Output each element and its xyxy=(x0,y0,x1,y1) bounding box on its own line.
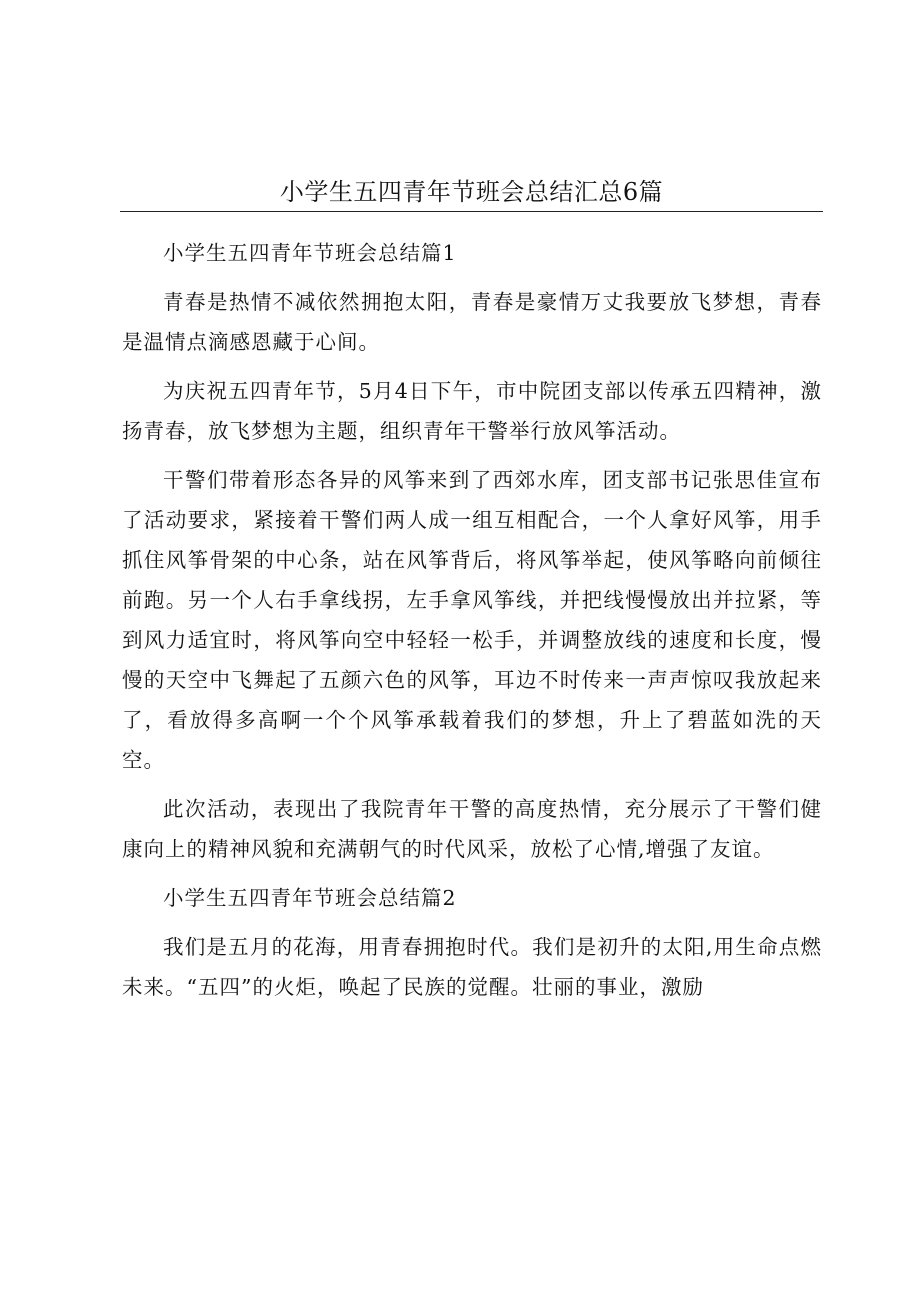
section-heading: 小学生五四青年节班会总结篇1 xyxy=(163,241,457,265)
paragraph: 为庆祝五四青年节，5月4日下午，市中院团支部以传承五四精神，激扬青春，放飞梦想为主题，组织青年干警举行放风筝活动。 xyxy=(122,379,822,443)
section-heading: 小学生五四青年节班会总结篇2 xyxy=(163,886,457,910)
paragraph: 青春是热情不减依然拥抱太阳，青春是豪情万丈我要放飞梦想，青春是温情点滴感恩藏于心间。 xyxy=(122,290,822,354)
paragraph: 此次活动，表现出了我院青年干警的高度热情，充分展示了干警们健康向上的精神风貌和充满朝气的时代风采，放松了心情,增强了友谊。 xyxy=(122,797,822,861)
paragraph: 干警们带着形态各异的风筝来到了西郊水库，团支部书记张思佳宣布了活动要求，紧接着干警们两人成一组互相配合，一个人拿好风筝，用手抓住风筝骨架的中心条，站在风筝背后，将风筝举起，使风筝略向前倾往前跑。另一个人右手拿线拐，左手拿风筝线，并把线慢慢放出并拉紧，等到风力适宜时，将风筝向空中轻轻一松手，并调整放线的速度和长度，慢慢的天空中飞舞起了五颜六色的风筝，耳边不时传来一声声惊叹我放起来了，看放得多高啊一个个风筝承载着我们的梦想，升上了碧蓝如洗的天空。 xyxy=(122,468,822,772)
paragraph: 我们是五月的花海，用青春拥抱时代。我们是初升的太阳,用生命点燃未来。“五四”的火炬，唤起了民族的觉醒。壮丽的事业，激励 xyxy=(122,935,822,999)
title-underline xyxy=(120,211,823,212)
document-title: 小学生五四青年节班会总结汇总6篇 xyxy=(279,178,664,206)
document-body xyxy=(122,233,822,1016)
